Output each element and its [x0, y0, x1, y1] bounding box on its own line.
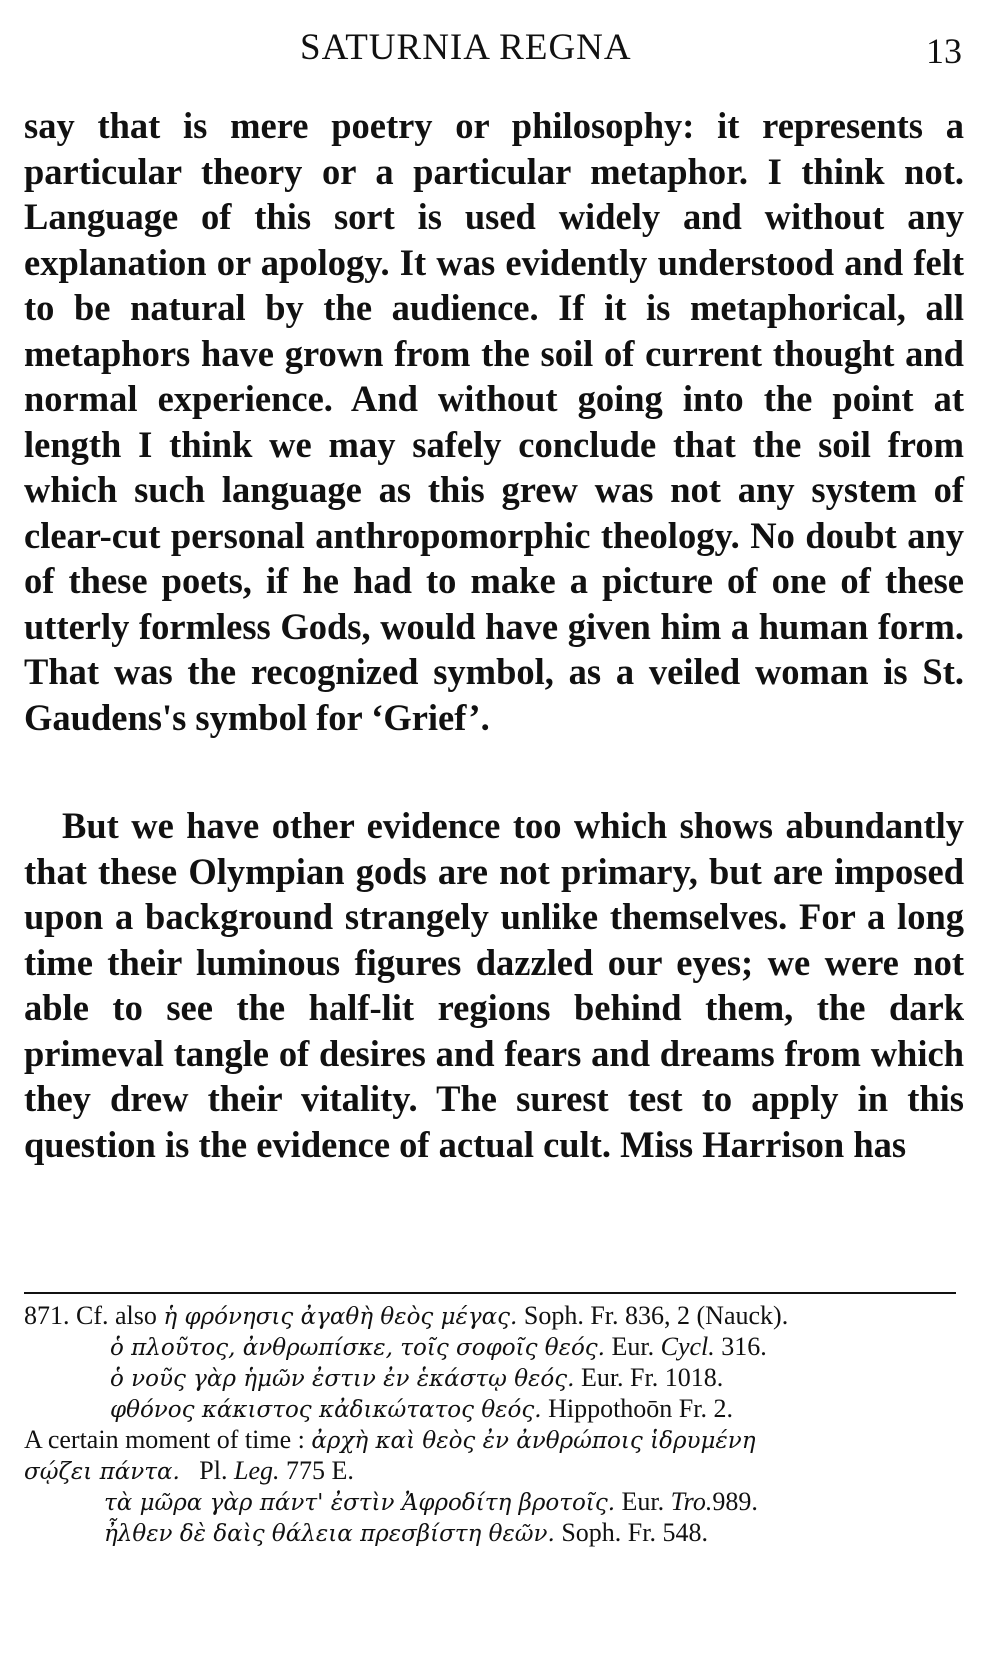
running-title: SATURNIA REGNA — [300, 27, 632, 68]
footnote-quote — [24, 1425, 959, 1456]
footnote-quote — [24, 1394, 959, 1425]
greek-quote: ἡ φρόνησις ἀγαθὴ θεὸς μέγας. — [163, 1304, 518, 1330]
footnote-quote — [24, 1487, 959, 1518]
main-text — [24, 103, 964, 1167]
citation: Soph. Fr. 836, 2 (Nauck). — [523, 1301, 789, 1330]
footnote-871 — [24, 1301, 959, 1332]
paragraph-spacer — [24, 740, 964, 803]
greek-quote: ἀρχὴ καὶ θεὸς ἐν ἀνθρώποις ἱδρυμένη — [311, 1428, 756, 1454]
footnote-quote-continued — [24, 1456, 959, 1487]
footnote-quote — [24, 1518, 959, 1549]
footnote-quote — [24, 1332, 959, 1363]
greek-quote: τὰ μῶρα γὰρ πάντ' ἐστὶν Ἀφροδίτη βροτοῖς. — [104, 1490, 616, 1516]
citation: Eur. Fr. 1018. — [580, 1363, 724, 1392]
greek-quote: ἦλθεν δὲ δαὶς θάλεια πρεσβίστη θεῶν. — [104, 1521, 555, 1547]
greek-quote: σῴζει πάντα. — [24, 1459, 180, 1485]
citation-author: Eur. — [621, 1487, 665, 1516]
citation-work: Cycl. — [660, 1332, 715, 1361]
footnote-lead: A certain moment of time : — [24, 1425, 305, 1454]
greek-quote: φθόνος κάκιστος κἀδικώτατος θεός. — [110, 1397, 542, 1423]
paragraph-evidence: But we have other evidence too which shows abundantly that these Olympian gods are not primary, but are imposed upon a background strangely unlike themselves. For a long time their luminous figures dazzled our eyes; we were not able to see the half-lit regions behind them, the dark primeval tangle of desires and fears and dreams from which they drew their vitality. The surest test to apply in this question is the evidence of actual cult. Miss Harrison has — [24, 805, 964, 1165]
footnote-lead: Cf. also — [76, 1301, 157, 1330]
greek-quote: ὁ νοῦς γὰρ ἡμῶν ἐστιν ἐν ἑκάστῳ θεός. — [110, 1366, 575, 1392]
footnote-quote — [24, 1363, 959, 1394]
citation: Hippothoōn Fr. 2. — [548, 1394, 733, 1423]
citation-work: Leg. — [233, 1456, 280, 1485]
citation-number: 316. — [721, 1332, 767, 1361]
citation-work: Tro. — [670, 1487, 713, 1516]
citation: Soph. Fr. 548. — [561, 1518, 708, 1547]
greek-quote: ὁ πλοῦτος, ἀνθρωπίσκε, τοῖς σοφοῖς θεός. — [110, 1335, 605, 1361]
citation-number: 989. — [712, 1487, 758, 1516]
citation-author: Pl. — [199, 1456, 228, 1485]
page-number: 13 — [926, 31, 962, 71]
citation-author: Eur. — [611, 1332, 655, 1361]
footnote-number: 871. — [24, 1301, 70, 1330]
paragraph-continued: say that is mere poetry or philosophy: it represents a particular theory or a particular metaphor. I think not. Language of this sort is used widely and without any explanation or apology. It was evidently understood and felt to be natural by the audience. If it is metaphorical, all metaphors have grown from the soil of current thought and normal experience. And without going into the point at length I think we may safely conclude that the soil from which such language as this grew was not any system of clear-cut personal anthropomorphic theology. No doubt any of these poets, if he had to make a picture of one of these utterly formless Gods, would have given him a human form. That was the recognized symbol, as a veiled woman is St. Gaudens's symbol for ‘Grief’. — [24, 105, 964, 738]
footnotes — [24, 1301, 959, 1549]
citation-number: 775 E. — [285, 1456, 354, 1485]
running-head — [0, 26, 988, 76]
footnote-rule — [24, 1292, 956, 1294]
